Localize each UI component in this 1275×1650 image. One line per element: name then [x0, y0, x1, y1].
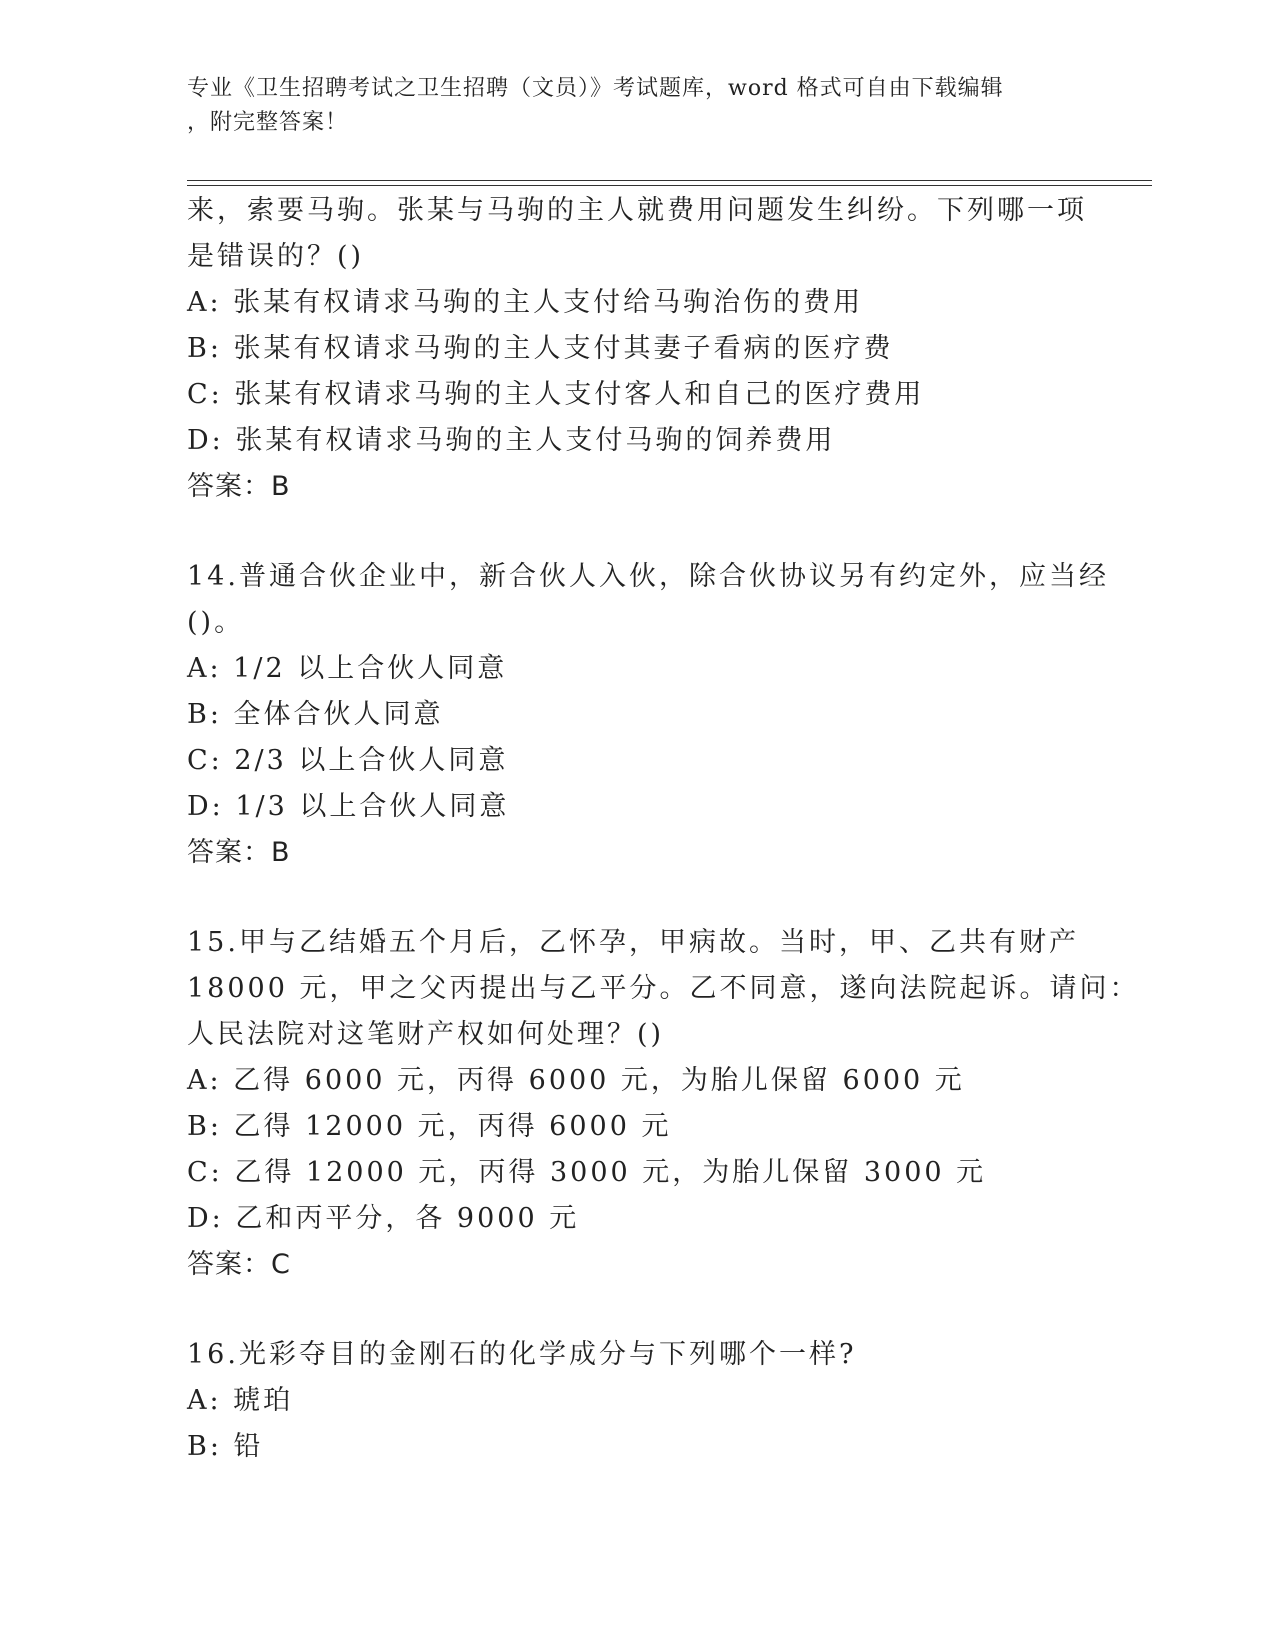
question-stem: 16.光彩夺目的金刚石的化学成分与下列哪个一样? — [187, 1339, 857, 1370]
question-stem: 来，索要马驹。张某与马驹的主人就费用问题发生纠纷。下列哪一项 — [187, 195, 1087, 226]
header-line-1: 专业《卫生招聘考试之卫生招聘（文员）》考试题库，word 格式可自由下载编辑 — [187, 76, 1004, 101]
question-15 — [187, 920, 1140, 1288]
answer: 答案：B — [187, 837, 291, 868]
option-b: B: 乙得 12000 元，丙得 6000 元 — [187, 1111, 672, 1142]
option-b: B: 张某有权请求马驹的主人支付其妻子看病的医疗费 — [187, 333, 894, 364]
option-c: C: 乙得 12000 元，丙得 3000 元，为胎儿保留 3000 元 — [187, 1157, 987, 1188]
option-a: A: 张某有权请求马驹的主人支付给马驹治伤的费用 — [187, 287, 864, 318]
option-a: A: 琥珀 — [187, 1385, 294, 1416]
question-list — [187, 188, 1140, 1470]
question-stem: ()。 — [187, 607, 245, 638]
header-divider-top — [187, 180, 1152, 181]
option-a: A: 1/2 以上合伙人同意 — [187, 653, 508, 684]
answer: 答案：B — [187, 471, 291, 502]
answer: 答案：C — [187, 1249, 291, 1280]
option-d: D: 张某有权请求马驹的主人支付马驹的饲养费用 — [187, 425, 836, 456]
document-header — [187, 72, 1087, 140]
header-line-2: ，附完整答案！ — [187, 110, 349, 135]
question-stem: 人民法院对这笔财产权如何处理？() — [187, 1019, 665, 1050]
option-d: D: 乙和丙平分，各 9000 元 — [187, 1203, 580, 1234]
header-divider-bottom — [187, 185, 1152, 186]
option-d: D: 1/3 以上合伙人同意 — [187, 791, 510, 822]
option-c: C: 张某有权请求马驹的主人支付客人和自己的医疗费用 — [187, 379, 925, 410]
question-stem: 是错误的？() — [187, 241, 365, 272]
option-b: B: 全体合伙人同意 — [187, 699, 444, 730]
question-14 — [187, 554, 1107, 876]
option-b: B: 铅 — [187, 1431, 264, 1462]
question-stem: 14.普通合伙企业中，新合伙人入伙，除合伙协议另有约定外，应当经 — [187, 561, 1109, 592]
question-stem: 15.甲与乙结婚五个月后，乙怀孕，甲病故。当时，甲、乙共有财产 — [187, 927, 1079, 958]
question-stem: 18000 元，甲之父丙提出与乙平分。乙不同意，遂向法院起诉。请问： — [187, 973, 1140, 1004]
question-16 — [187, 1332, 1107, 1470]
question-13 — [187, 188, 1107, 510]
option-c: C: 2/3 以上合伙人同意 — [187, 745, 509, 776]
option-a: A: 乙得 6000 元，丙得 6000 元，为胎儿保留 6000 元 — [187, 1065, 965, 1096]
